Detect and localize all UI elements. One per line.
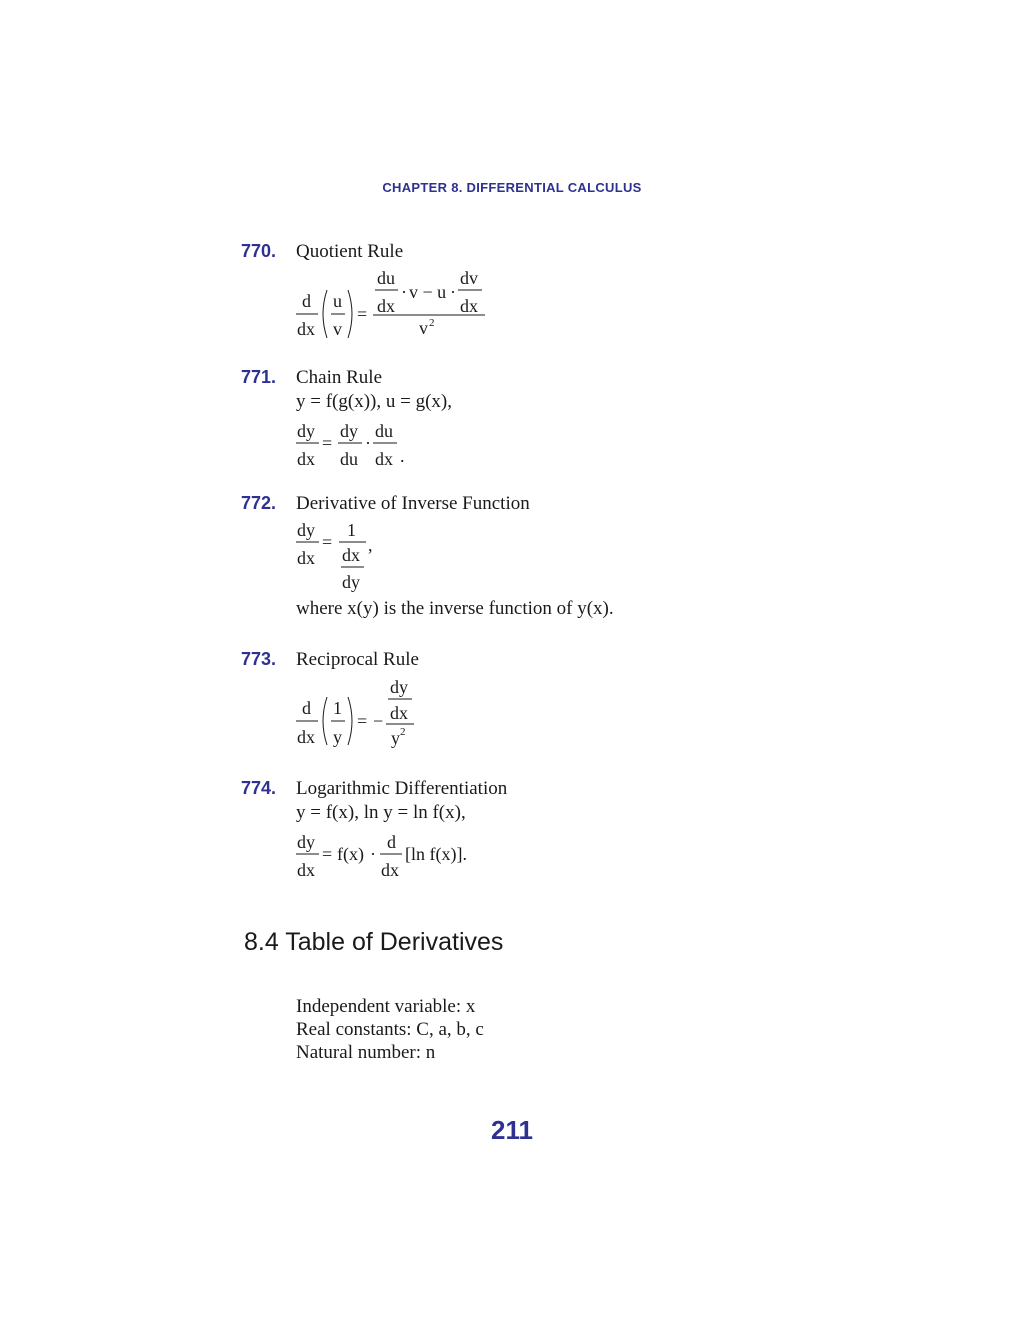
math-minus: − (373, 711, 384, 731)
math-dy: dy (297, 421, 315, 441)
math-dy: dy (342, 572, 360, 592)
math-equals: = (322, 532, 333, 552)
formula-number: 770. (241, 241, 277, 261)
definition-line: Independent variable: x (296, 996, 476, 1017)
math-dx: dx (460, 296, 478, 316)
formula-number: 774. (241, 778, 277, 798)
formula-title: Reciprocal Rule (296, 649, 419, 670)
math-dx: dx (297, 548, 315, 568)
math-dot: · (365, 433, 371, 453)
math-dv: dv (460, 268, 478, 288)
math-dot: · (370, 844, 376, 864)
math-v: v (419, 318, 428, 338)
math-dot: · (401, 282, 407, 302)
right-paren (348, 697, 352, 745)
math-dy: dy (297, 832, 315, 852)
math-exponent: 2 (400, 726, 406, 738)
math-dy: dy (390, 677, 408, 697)
math-equals: = (322, 433, 333, 453)
math-dx: dx (375, 449, 393, 469)
formula-title: Logarithmic Differentiation (296, 778, 508, 799)
math-comma: , (368, 535, 373, 555)
math-d: d (302, 291, 311, 311)
math-equals: = (322, 844, 333, 864)
math-dot: · (450, 282, 456, 302)
math-y: y (333, 727, 342, 747)
chapter-header: CHAPTER 8. DIFFERENTIAL CALCULUS (382, 180, 642, 195)
math-dx: dx (381, 860, 399, 880)
inverse-function-note: where x(y) is the inverse function of y(x). (296, 598, 614, 619)
math-dy: dy (297, 520, 315, 540)
chain-rule-definition: y = f(g(x)), u = g(x), (296, 391, 452, 412)
math-y: y (391, 728, 400, 748)
math-exponent: 2 (429, 317, 435, 329)
left-paren (323, 290, 327, 338)
log-differentiation-definition: y = f(x), ln y = ln f(x), (296, 802, 466, 823)
math-dx: dx (342, 545, 360, 565)
math-d: d (387, 832, 396, 852)
math-lnfx: [ln f(x)]. (405, 844, 467, 864)
math-one: 1 (333, 698, 342, 718)
math-one: 1 (347, 520, 356, 540)
section-heading: 8.4 Table of Derivatives (244, 928, 504, 956)
math-du: du (340, 449, 358, 469)
formula-number: 773. (241, 649, 277, 669)
math-dx: dx (297, 727, 315, 747)
formula-number: 772. (241, 493, 277, 513)
quotient-rule-formula (296, 268, 485, 339)
math-dx: dx (377, 296, 395, 316)
formula-number: 771. (241, 367, 277, 387)
math-du: du (375, 421, 393, 441)
left-paren (323, 697, 327, 745)
right-paren (348, 290, 352, 338)
formula-title: Chain Rule (296, 367, 383, 388)
math-equals: = (357, 304, 368, 324)
chain-rule-formula (296, 421, 405, 469)
math-period: . (400, 446, 405, 466)
math-equals: = (357, 711, 368, 731)
math-dx: dx (297, 449, 315, 469)
math-dx: dx (297, 319, 315, 339)
math-dx: dx (390, 703, 408, 723)
math-fx: f(x) (337, 844, 364, 864)
formula-title: Derivative of Inverse Function (296, 493, 530, 514)
math-v: v (333, 319, 342, 339)
page-number: 211 (491, 1115, 533, 1145)
reciprocal-rule-formula (296, 677, 414, 748)
math-dx: dx (297, 860, 315, 880)
math-d: d (302, 698, 311, 718)
math-dy: dy (340, 421, 358, 441)
math-v-minus-u: v − u (409, 282, 447, 302)
formula-title: Quotient Rule (296, 241, 404, 262)
log-differentiation-formula (296, 832, 467, 880)
inverse-function-formula (296, 520, 373, 592)
math-u: u (333, 291, 342, 311)
math-du: du (377, 268, 395, 288)
definition-line: Real constants: C, a, b, c (296, 1019, 484, 1040)
definition-line: Natural number: n (296, 1042, 436, 1063)
